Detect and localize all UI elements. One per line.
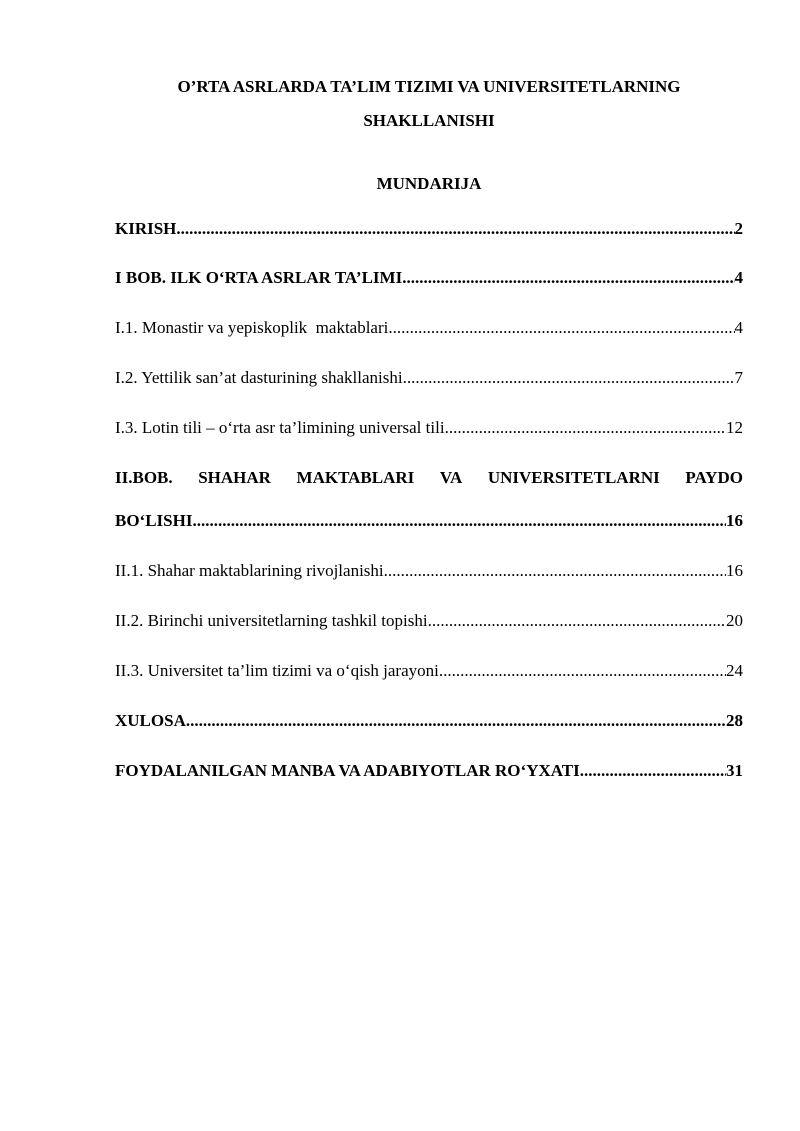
toc-entry-section-1-3[interactable] xyxy=(115,417,743,439)
toc-page-number: 12 xyxy=(726,418,743,437)
toc-word: SHAHAR xyxy=(198,468,271,487)
toc-page-number: 2 xyxy=(734,219,743,238)
toc-leader-dots xyxy=(439,660,726,682)
toc-entry-section-2-3[interactable] xyxy=(115,660,743,682)
toc-entry-bob2-line1[interactable] xyxy=(115,467,743,489)
toc-entry-label: I.3. Lotin tili – o‘rta asr ta’limining universal tili xyxy=(115,418,445,437)
toc-leader-dots xyxy=(186,710,726,732)
toc-entry-section-1-2[interactable] xyxy=(115,367,743,389)
toc-entry-label: XULOSA xyxy=(115,711,186,730)
title-line-2: SHAKLLANISHI xyxy=(363,111,495,130)
toc-entry-label: I.2. Yettilik san’at dasturining shakllanishi xyxy=(115,368,403,387)
toc-leader-dots xyxy=(445,417,726,439)
toc-entry-kirish[interactable] xyxy=(115,218,743,240)
toc-entry-label: II.1. Shahar maktablarining rivojlanishi xyxy=(115,561,384,580)
toc-entry-label: KIRISH xyxy=(115,219,177,238)
toc-leader-dots xyxy=(580,760,726,782)
toc-entry-bob2[interactable] xyxy=(115,510,743,532)
toc-page-number: 20 xyxy=(726,611,743,630)
toc-entry-label: II.2. Birinchi universitetlarning tashkil topishi xyxy=(115,611,428,630)
toc-page-number: 16 xyxy=(726,511,743,530)
toc-page-number: 31 xyxy=(726,761,743,780)
toc-entry-references[interactable] xyxy=(115,760,743,782)
toc-word: PAYDO xyxy=(685,468,743,487)
toc-word: MAKTABLARI xyxy=(296,468,415,487)
toc-page-number: 4 xyxy=(734,318,743,337)
toc-leader-dots xyxy=(192,510,726,532)
toc-entry-label: FOYDALANILGAN MANBA VA ADABIYOTLAR RO‘YXATI xyxy=(115,761,580,780)
toc-entry-label: I.1. Monastir va yepiskoplik maktablari xyxy=(115,318,389,337)
toc-page-number: 24 xyxy=(726,661,743,680)
toc-word: VA xyxy=(439,468,463,487)
toc-entry-label: I BOB. ILK O‘RTA ASRLAR TA’LIMI xyxy=(115,268,403,287)
toc-entry-label: BO‘LISHI xyxy=(115,511,193,530)
toc-leader-dots xyxy=(384,560,726,582)
toc-entry-section-1-1[interactable] xyxy=(115,317,743,339)
toc-word: UNIVERSITETLARNI xyxy=(487,468,660,487)
title-line-1: O’RTA ASRLARDA TA’LIM TIZIMI VA UNIVERSITETLARNING xyxy=(177,77,681,96)
toc-entry-bob1[interactable] xyxy=(115,267,743,289)
toc-page-number: 16 xyxy=(726,561,743,580)
toc-heading: MUNDARIJA xyxy=(376,174,482,193)
toc-entry-label: II.3. Universitet ta’lim tizimi va o‘qish jarayoni xyxy=(115,661,439,680)
toc-leader-dots xyxy=(402,267,734,289)
document-title xyxy=(115,70,743,138)
toc-page-number: 28 xyxy=(726,711,743,730)
toc-page-number: 4 xyxy=(734,268,743,287)
toc-leader-dots xyxy=(388,317,734,339)
toc-entry-section-2-2[interactable] xyxy=(115,610,743,632)
toc-leader-dots xyxy=(428,610,726,632)
toc-leader-dots xyxy=(403,367,735,389)
toc-word: II.BOB. xyxy=(115,468,173,487)
toc-entry-section-2-1[interactable] xyxy=(115,560,743,582)
toc-leader-dots xyxy=(176,218,734,240)
toc-page-number: 7 xyxy=(734,368,743,387)
toc-entry-xulosa[interactable] xyxy=(115,710,743,732)
